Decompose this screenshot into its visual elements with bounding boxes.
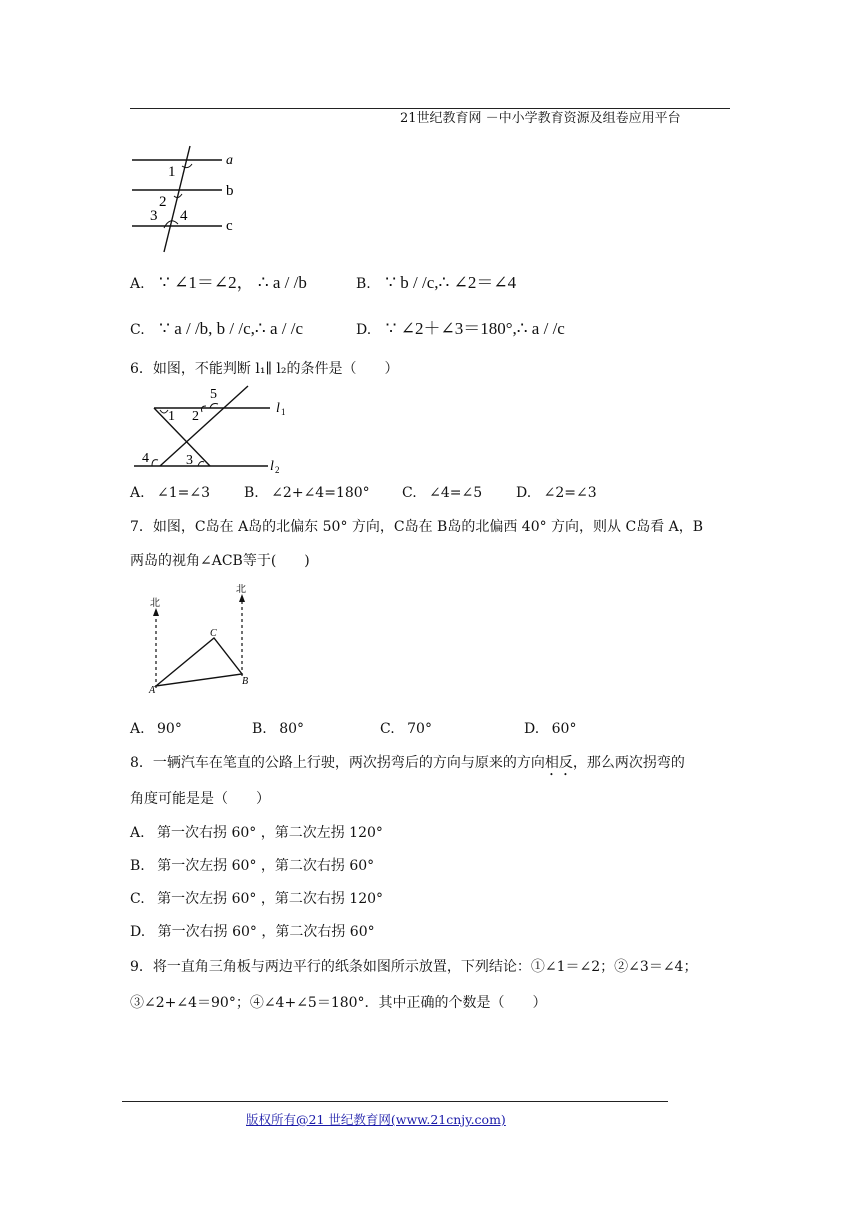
q6-option-c — [402, 484, 482, 502]
q5-option-d-text: ∵ ∠2＋∠3＝180°,∴ a / /c — [385, 319, 565, 338]
q5-option-a-key: A. — [130, 276, 145, 292]
q5-label-b: b — [226, 183, 234, 199]
q7-triangle — [156, 638, 242, 686]
q5-option-b-key: B. — [356, 276, 371, 292]
q5-label-4: 4 — [180, 208, 188, 224]
q5-option-a-text: ∵ ∠1＝∠2， ∴ a / /b — [159, 273, 307, 292]
q9-stem-line1: 9．将一直角三角板与两边平行的纸条如图所示放置，下列结论：①∠1＝∠2；②∠3＝∠4； — [130, 959, 698, 975]
q6-option-a-key: A. — [130, 485, 145, 501]
q6-option-b-text: ∠2+∠4=180° — [271, 485, 370, 501]
q7-option-d — [524, 720, 576, 738]
q8-option-d — [130, 923, 375, 941]
q6-figure — [130, 382, 290, 476]
q8-option-b-text: 第一次左拐 60° ，第二次右拐 60° — [157, 858, 375, 874]
q7-stem-line2: 两岛的视角∠ACB等于( ) — [130, 553, 310, 569]
q8-stem-line2: 角度可能是是（ ） — [130, 791, 270, 807]
q8-stem-pre: 8．一辆汽车在笔直的公路上行驶，两次拐弯后的方向与原来的方向 — [130, 755, 545, 771]
q6-arc-1 — [160, 410, 168, 413]
q8-option-d-key: D. — [130, 924, 146, 940]
q6-arc-2 — [202, 406, 207, 412]
q8-stem-post: ，那么两次拐弯的 — [572, 755, 685, 771]
q6-option-c-text: ∠4=∠5 — [429, 485, 483, 501]
q7-option-a-key: A. — [130, 721, 145, 737]
footer-rule — [122, 1101, 668, 1102]
q7-label-a: A — [149, 685, 156, 694]
q8-stem-emphasis: 相反 — [544, 755, 573, 771]
q6-arc-4 — [152, 460, 158, 466]
q6-option-d — [516, 484, 597, 502]
header-rule — [130, 108, 730, 109]
q8-option-c-text: 第一次左拐 60° ，第二次右拐 120° — [157, 891, 384, 907]
q7-label-north-1: 北 — [150, 598, 160, 609]
q6-label-l2-sub: 2 — [275, 465, 280, 475]
q7-north-arrow-a — [153, 608, 159, 616]
q6-option-b — [244, 484, 370, 502]
q5-option-c-text: ∵ a / /b, b / /c,∴ a / /c — [159, 319, 304, 338]
q5-option-b — [356, 274, 516, 293]
q6-option-c-key: C. — [402, 485, 417, 501]
q7-option-c — [380, 720, 432, 738]
q5-option-d-key: D. — [356, 322, 372, 338]
q5-label-3: 3 — [150, 208, 158, 224]
q6-cross-line-2 — [160, 386, 248, 466]
q7-option-a — [130, 720, 182, 738]
q5-option-c — [130, 320, 303, 339]
q5-label-1: 1 — [168, 164, 176, 180]
q5-option-d — [356, 320, 565, 339]
q6-label-3: 3 — [186, 453, 193, 468]
q8-option-a — [130, 824, 383, 842]
q8-option-c-key: C. — [130, 891, 145, 907]
q6-label-5: 5 — [210, 387, 217, 402]
q8-stem-line1 — [130, 754, 685, 779]
q7-label-north-2: 北 — [236, 584, 246, 595]
q6-label-1: 1 — [168, 409, 175, 424]
q8-option-c — [130, 890, 383, 908]
q5-label-2: 2 — [159, 194, 167, 210]
q8-option-a-text: 第一次右拐 60° ，第二次左拐 120° — [157, 825, 383, 841]
q9-stem-line2: ③∠2+∠4＝90°；④∠4+∠5＝180°．其中正确的个数是（ ） — [130, 995, 547, 1011]
q5-label-c: c — [226, 218, 233, 234]
q6-label-l1-sub: 1 — [281, 407, 286, 417]
q8-option-b-key: B. — [130, 858, 145, 874]
q7-label-c: C — [210, 628, 217, 639]
q8-option-a-key: A. — [130, 825, 145, 841]
q6-option-a — [130, 484, 210, 502]
q7-label-b: B — [242, 676, 249, 687]
q5-transversal — [164, 146, 190, 252]
q5-arc-1 — [182, 164, 192, 168]
q7-option-c-text: 70° — [407, 721, 432, 737]
q8-option-b — [130, 857, 374, 875]
q6-label-2: 2 — [192, 409, 199, 424]
q6-cross-line-1 — [154, 408, 210, 466]
q6-label-l1: l — [276, 401, 280, 416]
q8-option-d-text: 第一次右拐 60° ，第二次右拐 60° — [157, 924, 375, 940]
q7-option-b — [252, 720, 304, 738]
header-site: 21世纪教育网 －中小学教育资源及组卷应用平台 — [400, 111, 681, 126]
footer-copyright-link[interactable]: 版权所有@21 世纪教育网(www.21cnjy.com) — [246, 1112, 506, 1127]
q6-option-a-text: ∠1=∠3 — [157, 485, 211, 501]
q5-option-c-key: C. — [130, 322, 145, 338]
q7-option-a-text: 90° — [157, 721, 182, 737]
q5-option-a — [130, 274, 307, 293]
q6-option-d-key: D. — [516, 485, 532, 501]
q5-option-b-text: ∵ b / /c,∴ ∠2＝∠4 — [385, 273, 517, 292]
q7-option-d-text: 60° — [551, 721, 577, 737]
q6-label-l2: l — [270, 459, 274, 474]
q7-figure — [142, 584, 262, 694]
q7-stem-line1: 7．如图，C岛在 A岛的北偏东 50° 方向，C岛在 B岛的北偏西 40° 方向，则从 C岛看 A，B — [130, 519, 704, 535]
q7-option-b-key: B. — [252, 721, 267, 737]
q6-option-b-key: B. — [244, 485, 259, 501]
q6-stem: 6．如图，不能判断 l₁∥ l₂的条件是（ ） — [130, 361, 399, 377]
q5-figure — [130, 144, 250, 254]
q6-label-4: 4 — [142, 451, 149, 466]
q7-option-d-key: D. — [524, 721, 540, 737]
q5-label-a: a — [226, 153, 233, 168]
q6-option-d-text: ∠2=∠3 — [543, 485, 597, 501]
q7-option-c-key: C. — [380, 721, 395, 737]
q7-option-b-text: 80° — [279, 721, 305, 737]
q7-north-arrow-b — [239, 594, 245, 602]
